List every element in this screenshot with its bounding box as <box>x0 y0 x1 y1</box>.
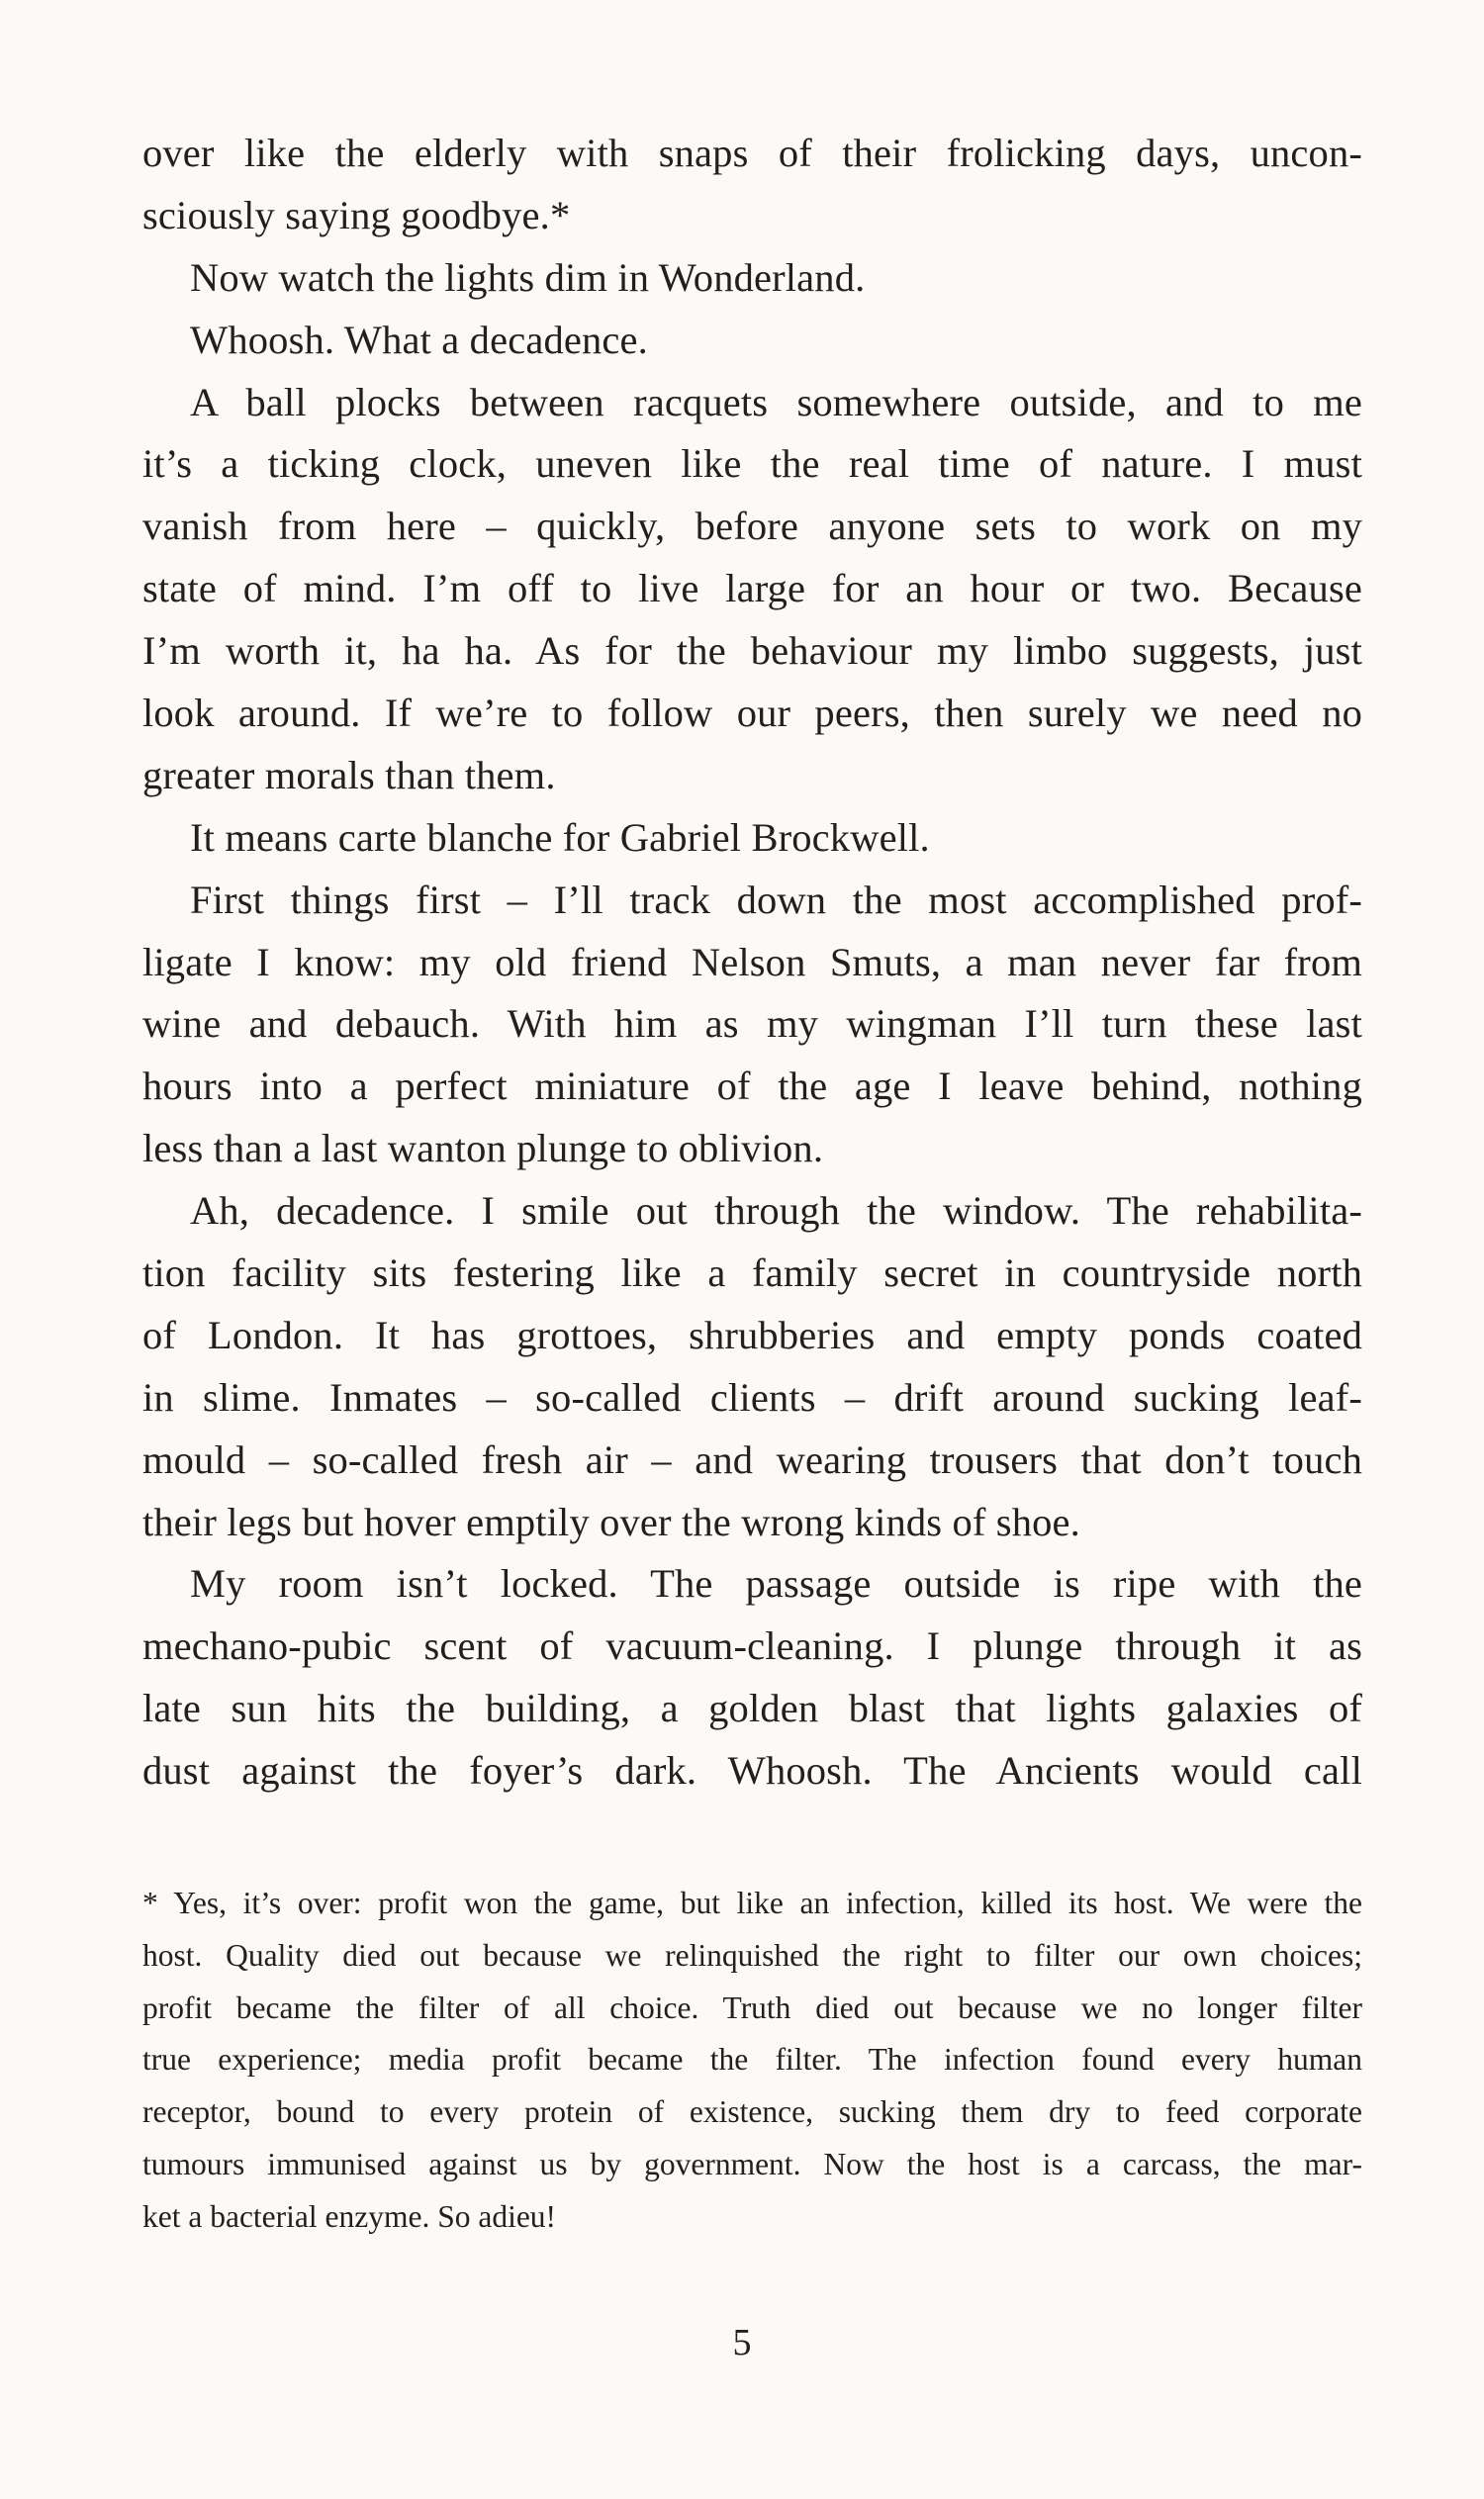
text-line: tion facility sits festering like a family secret in countryside north <box>142 1250 1362 1296</box>
body-text <box>142 123 1362 1803</box>
text-line: their legs but hover emptily over the wrong kinds of shoe. <box>142 1499 1080 1544</box>
text-line: over like the elderly with snaps of their frolicking days, uncon- <box>142 131 1362 175</box>
text-line: state of mind. I’m off to live large for an hour or two. Because <box>142 566 1362 611</box>
text-line: Now watch the lights dim in Wonderland. <box>190 254 866 300</box>
text-line: late sun hits the building, a golden blast that lights galaxies of <box>142 1686 1362 1731</box>
text-line: Whoosh. What a decadence. <box>190 317 648 362</box>
footnote-line: receptor, bound to every protein of existence, sucking them dry to feed corporate <box>142 2094 1362 2130</box>
footnote <box>142 1878 1362 2244</box>
text-line: in slime. Inmates – so-called clients – drift around sucking leaf- <box>142 1374 1362 1420</box>
text-line: greater morals than them. <box>142 752 556 797</box>
footnote-line: true experience; media profit became the filter. The infection found every human <box>142 2042 1362 2078</box>
text-line: of London. It has grottoes, shrubberies and empty ponds coated <box>142 1312 1362 1357</box>
footnote-line: host. Quality died out because we relinquished the right to filter our own choices; <box>142 1937 1362 1973</box>
footnote-line: profit became the filter of all choice. Truth died out because we no longer filter <box>142 1990 1362 2025</box>
footnote-line: ket a bacterial enzyme. So adieu! <box>142 2198 557 2234</box>
text-line: vanish from here – quickly, before anyone sets to work on my <box>142 504 1362 549</box>
text-line: First things first – I’ll track down the most accomplished prof- <box>190 877 1362 922</box>
text-line: wine and debauch. With him as my wingman I’ll turn these last <box>142 1001 1362 1047</box>
footnote-line: tumours immunised against us by government. Now the host is a carcass, the mar- <box>142 2146 1362 2181</box>
text-line: it’s a ticking clock, uneven like the real time of nature. I must <box>142 441 1362 487</box>
text-line: ligate I know: my old friend Nelson Smuts, a man never far from <box>142 939 1362 984</box>
text-line: sciously saying goodbye.* <box>142 192 571 237</box>
text-line: It means carte blanche for Gabriel Brockwell. <box>190 814 930 860</box>
footnote-line: * Yes, it’s over: profit won the game, but like an infection, killed its host. We were the <box>142 1886 1362 1920</box>
text-line: hours into a perfect miniature of the age I leave behind, nothing <box>142 1064 1362 1109</box>
text-line: Ah, decadence. I smile out through the window. The rehabilita- <box>190 1188 1362 1234</box>
text-line: mechano-pubic scent of vacuum-cleaning. I plunge through it as <box>142 1623 1362 1669</box>
text-line: A ball plocks between racquets somewhere outside, and to me <box>190 379 1362 424</box>
text-line: mould – so-called fresh air – and wearing trousers that don’t touch <box>142 1436 1362 1482</box>
text-line: My room isn’t locked. The passage outside is ripe with the <box>190 1561 1362 1607</box>
text-line: less than a last wanton plunge to oblivion. <box>142 1126 824 1171</box>
text-line: I’m worth it, ha ha. As for the behaviour my limbo suggests, just <box>142 628 1362 674</box>
text-line: dust against the foyer’s dark. Whoosh. The Ancients would call <box>142 1748 1362 1794</box>
text-line: look around. If we’re to follow our peers, then surely we need no <box>142 691 1362 736</box>
page-number: 5 <box>732 2322 752 2363</box>
